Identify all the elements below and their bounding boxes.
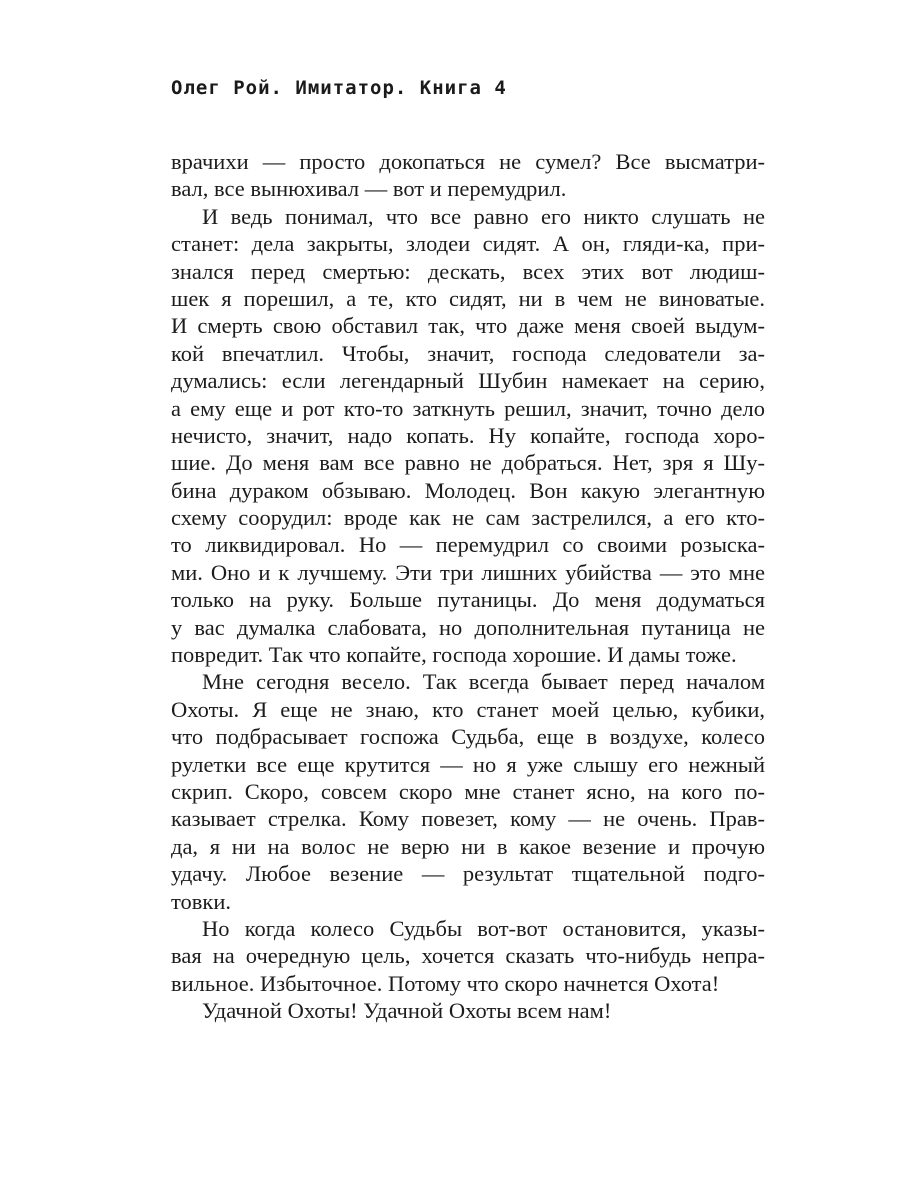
text-line: врачихи — просто докопаться не сумел? Все высматри- — [171, 149, 765, 174]
text-line: у вас думалка слабовата, но дополнительная путаница не — [171, 614, 765, 640]
text-line: схему соорудил: вроде как не сам застрелился, а его кто- — [171, 505, 765, 531]
text-line: Мне сегодня весело. Так всегда бывает перед началом — [202, 669, 765, 695]
text-line: вильное. Избыточное. Потому что скоро начнется Охота! — [171, 970, 720, 996]
text-line: рулетки все еще крутится — но я уже слышу его нежный — [171, 751, 765, 777]
text-line: то ликвидировал. Но — перемудрил со своими розыска- — [171, 532, 765, 558]
text-line: вал, все вынюхивал — вот и перемудрил. — [171, 176, 567, 202]
text-line: Но когда колесо Судьбы вот-вот остановится, указы- — [202, 915, 765, 941]
running-header: Олег Рой. Имитатор. Книга 4 — [171, 77, 507, 99]
text-line: И смерть свою обставил так, что даже меня своей выдум- — [171, 313, 765, 339]
text-line: кой впечатлил. Чтобы, значит, господа следователи за- — [171, 340, 765, 366]
text-line: знался перед смертью: дескать, всех этих вот людиш- — [171, 258, 765, 284]
text-line: нечисто, значит, надо копать. Ну копайте, господа хоро- — [171, 422, 765, 448]
text-line: шек я порешил, а те, кто сидят, ни в чем не виноватые. — [171, 285, 765, 311]
text-line: думались: если легендарный Шубин намекает на серию, — [171, 368, 765, 394]
text-line: станет: дела закрыты, злодеи сидят. А он, гляди-ка, при- — [171, 231, 765, 257]
text-line: товки. — [171, 888, 232, 914]
text-line: ми. Оно и к лучшему. Эти три лишних убийства — это мне — [171, 559, 765, 585]
text-line: Охоты. Я еще не знаю, кто станет моей целью, кубики, — [171, 696, 765, 722]
text-line: казывает стрелка. Кому повезет, кому — не очень. Прав- — [171, 806, 765, 832]
text-line: скрип. Скоро, совсем скоро мне станет ясно, на кого по- — [171, 778, 765, 804]
text-line: бина дураком обзываю. Молодец. Вон какую элегантную — [171, 477, 765, 503]
body-text — [171, 148, 765, 1025]
text-line: только на руку. Больше путаницы. До меня додуматься — [171, 587, 765, 613]
text-line: а ему еще и рот кто-то заткнуть решил, значит, точно дело — [171, 395, 765, 421]
text-line: И ведь понимал, что все равно его никто слушать не — [202, 203, 765, 229]
text-line: повредит. Так что копайте, господа хорошие. И дамы тоже. — [171, 642, 737, 668]
text-line: что подбрасывает госпожа Судьба, еще в воздухе, колесо — [171, 724, 765, 750]
text-line: удачу. Любое везение — результат тщательной подго- — [171, 861, 765, 887]
text-line: Удачной Охоты! Удачной Охоты всем нам! — [202, 998, 612, 1024]
text-line: да, я ни на волос не верю ни в какое везение и прочую — [171, 833, 765, 859]
text-line: вая на очередную цель, хочется сказать что-нибудь непра- — [171, 943, 765, 969]
text-line: шие. До меня вам все равно не добраться. Нет, зря я Шу- — [171, 450, 765, 476]
